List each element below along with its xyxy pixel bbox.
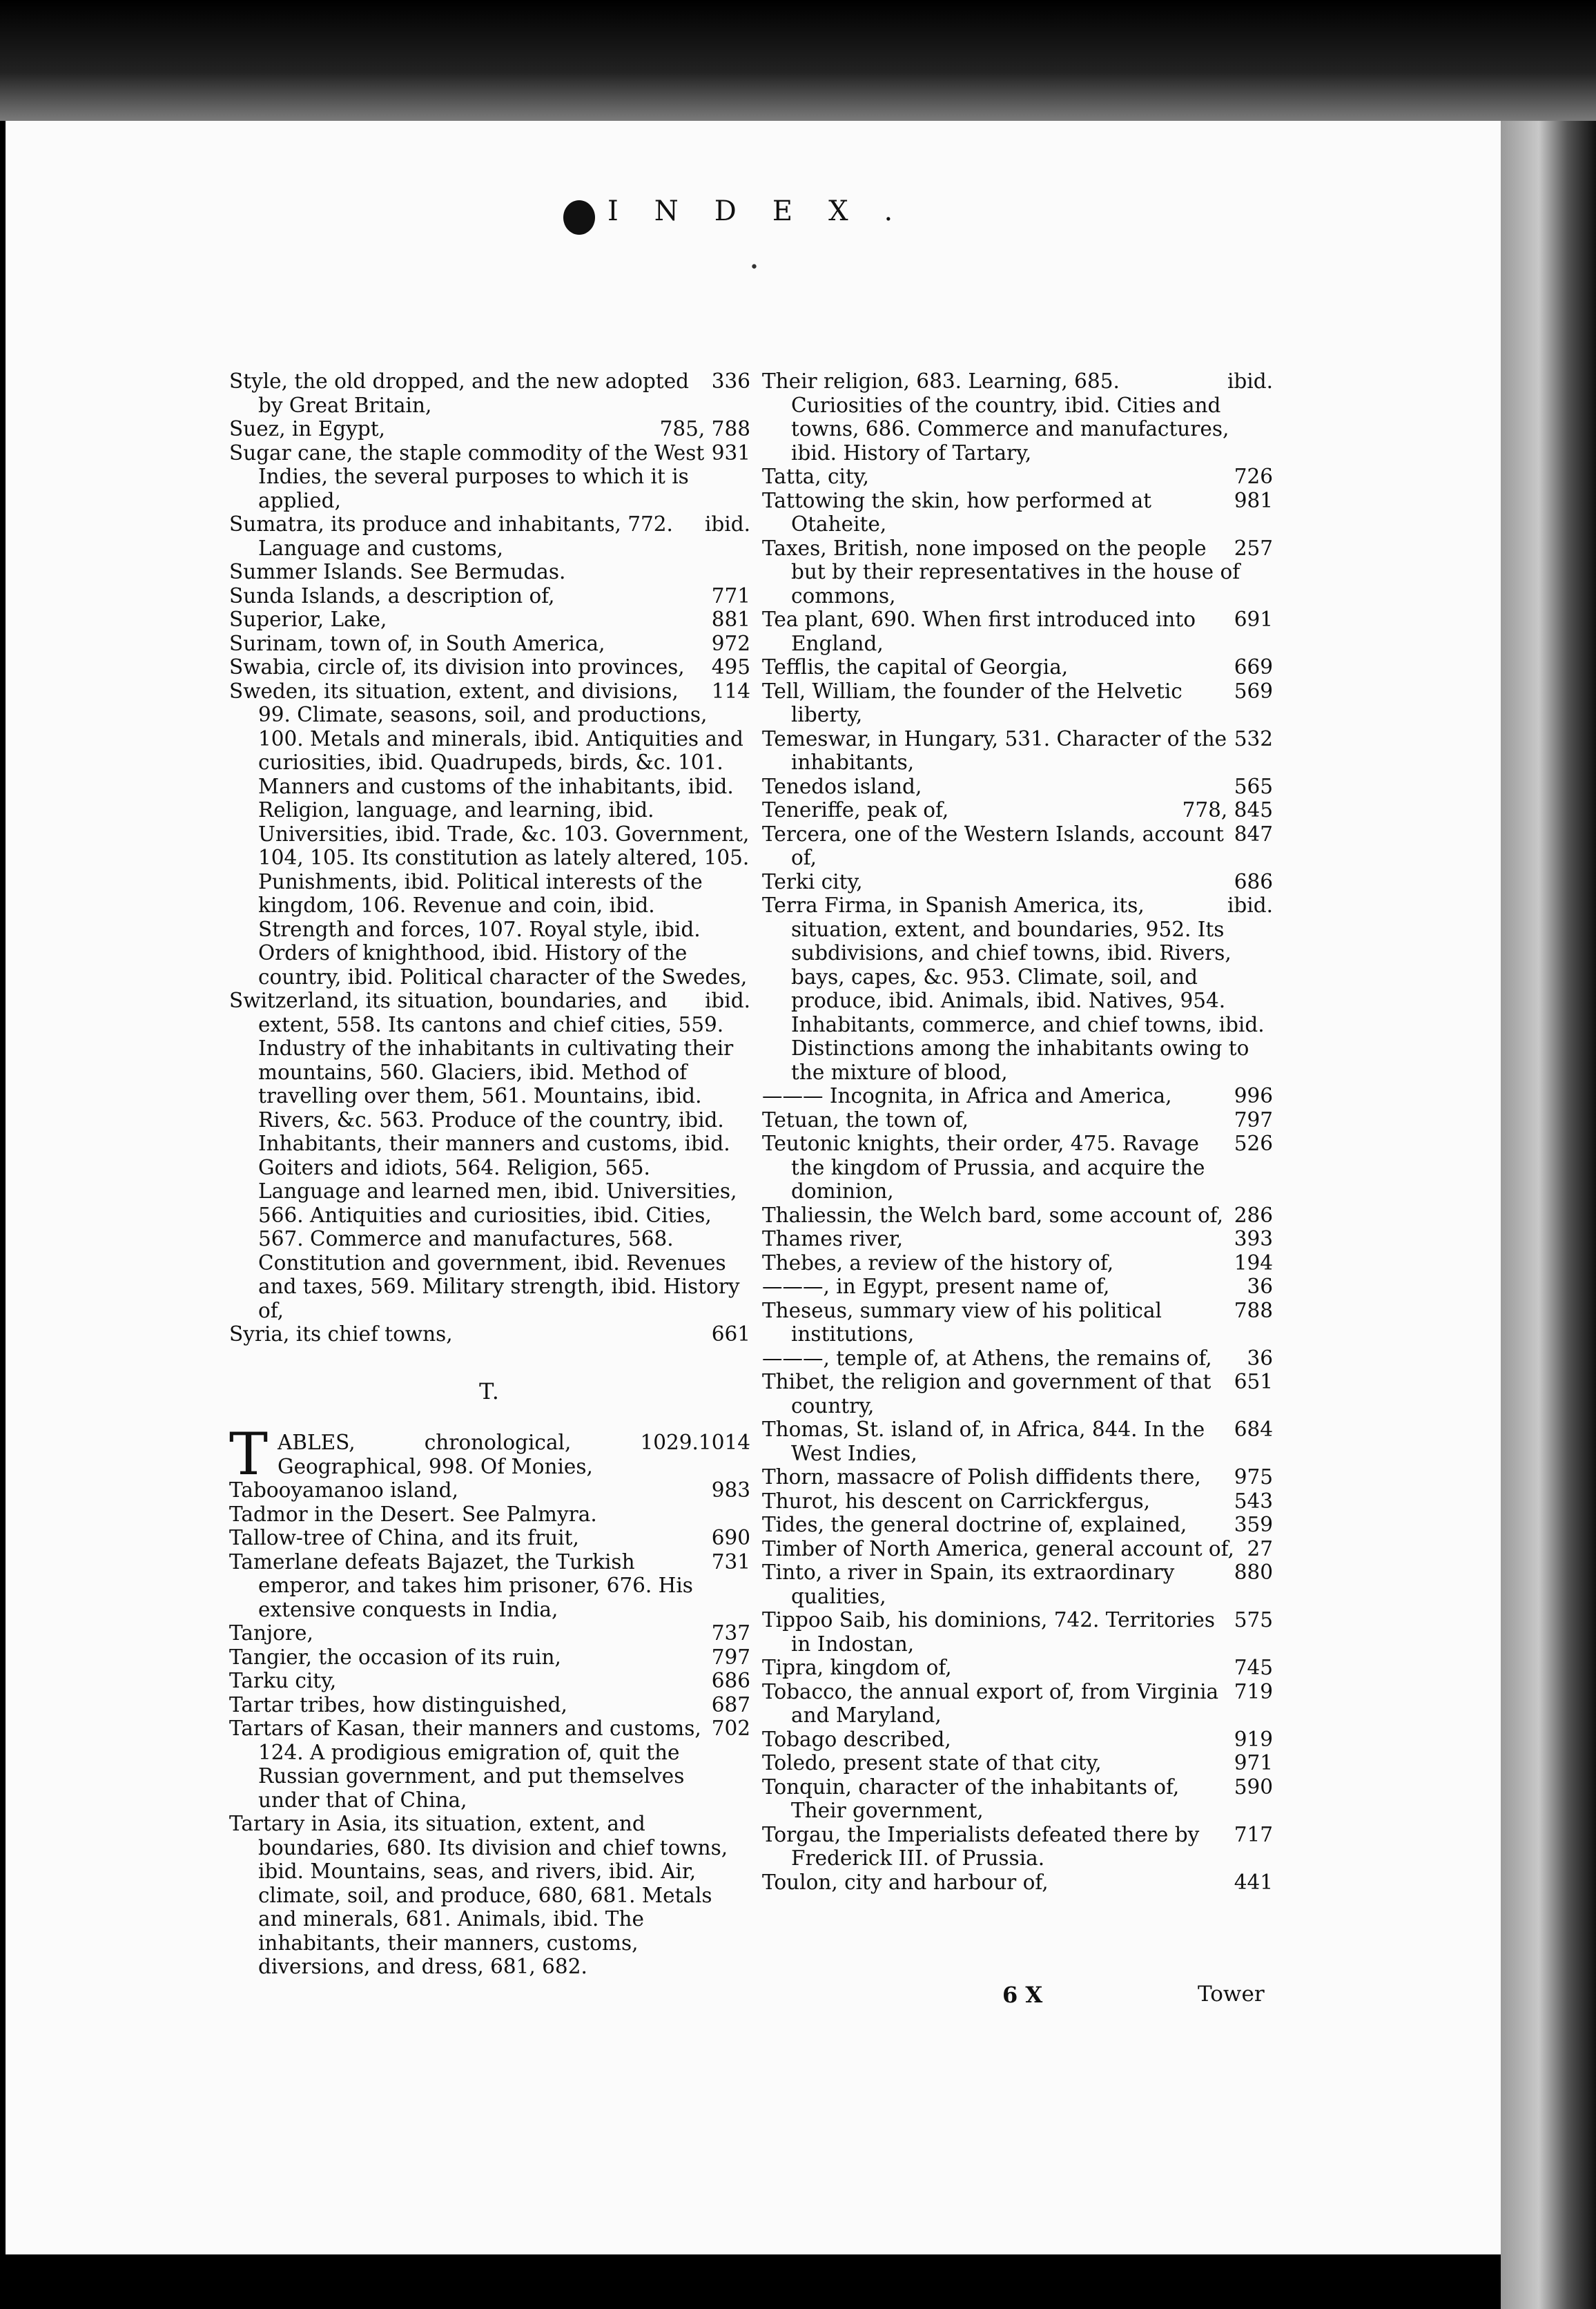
index-entry — [762, 489, 1273, 537]
entry-text: Style, the old dropped, and the new adopted by Great Britain, — [229, 369, 690, 417]
index-entry — [762, 1418, 1273, 1465]
entry-page: 686 — [1234, 869, 1273, 893]
entry-text: Surinam, town of, in South America, — [229, 631, 605, 655]
index-entry — [229, 417, 750, 441]
index-entry — [229, 1526, 750, 1550]
entry-page: ibid. — [704, 512, 750, 536]
index-entry — [229, 1812, 750, 1979]
index-entry — [229, 608, 750, 632]
page-title: INDEX. — [607, 195, 929, 227]
index-entry — [229, 369, 750, 417]
index-entry — [762, 1204, 1273, 1228]
entry-page: 983 — [711, 1478, 750, 1502]
entry-text: Sugar cane, the staple commodity of the West Indies, the several purposes to which it is applied, — [229, 441, 705, 512]
index-entry — [762, 1251, 1273, 1275]
entry-page: 785, 788 — [659, 417, 750, 441]
entry-page: 719 — [1234, 1679, 1273, 1703]
index-entry — [762, 655, 1273, 679]
index-entry — [762, 1751, 1273, 1775]
entry-text: Tartar tribes, how distinguished, — [229, 1692, 567, 1717]
entry-page: 788 — [1234, 1298, 1273, 1322]
s-entries — [229, 369, 750, 1346]
entry-page: 686 — [711, 1669, 750, 1692]
entry-page: 526 — [1234, 1132, 1273, 1155]
index-entry — [762, 1775, 1273, 1823]
entry-page: 880 — [1234, 1561, 1273, 1584]
index-entry — [229, 1550, 750, 1622]
index-entry — [762, 1132, 1273, 1204]
index-entry — [762, 1871, 1273, 1895]
entry-text: Superior, Lake, — [229, 608, 387, 631]
entry-text: Teneriffe, peak of, — [762, 798, 949, 822]
entry-page: 543 — [1234, 1489, 1273, 1513]
index-entry — [229, 1645, 750, 1670]
entry-page: 687 — [711, 1692, 750, 1717]
entry-page: 114 — [711, 679, 750, 703]
index-entry — [229, 1693, 750, 1717]
page-edge-shadow — [1501, 121, 1596, 2309]
entry-text: ———, in Egypt, present name of, — [762, 1275, 1110, 1298]
entry-text: Teutonic knights, their order, 475. Ravage the kingdom of Prussia, and acquire the dominion, — [762, 1132, 1205, 1203]
entry-page: 847 — [1234, 822, 1273, 846]
entry-text: Tell, William, the founder of the Helvetic liberty, — [762, 679, 1183, 726]
entry-page: 684 — [1234, 1418, 1273, 1441]
index-entry — [762, 608, 1273, 655]
index-entry — [229, 655, 750, 679]
right-column — [762, 369, 1273, 1894]
entry-text: Tetuan, the town of, — [762, 1108, 969, 1132]
entry-text: Tinto, a river in Spain, its extraordinary qualities, — [762, 1561, 1175, 1608]
entry-page: 971 — [1234, 1751, 1273, 1775]
entry-page: 441 — [1234, 1870, 1273, 1894]
index-entry — [762, 1489, 1273, 1514]
scan-top-border — [0, 0, 1596, 121]
entry-page: 737 — [711, 1621, 750, 1645]
entry-page: 569 — [1234, 679, 1273, 703]
entry-text: Tartars of Kasan, their manners and customs, 124. A prodigious emigration of, quit the Russian government, and put themselves under that of China, — [229, 1717, 701, 1812]
entry-text: Tallow-tree of China, and its fruit, — [229, 1526, 579, 1549]
index-entry — [762, 1084, 1273, 1108]
entry-text: Tercera, one of the Western Islands, account of, — [762, 822, 1224, 869]
entry-text: Taxes, British, none imposed on the people but by their representatives in the house of commons, — [762, 536, 1240, 608]
entry-text: Terki city, — [762, 869, 863, 893]
entry-page: 931 — [711, 441, 750, 465]
entry-text: Thebes, a review of the history of, — [762, 1250, 1114, 1275]
entry-text: Tarku city, — [229, 1669, 337, 1692]
entry-text: Tatta, city, — [762, 465, 869, 488]
entry-page: 393 — [1234, 1227, 1273, 1250]
dropcap-letter: T — [229, 1420, 269, 1488]
entry-text: Tenedos island, — [762, 774, 922, 798]
entry-text: ——— Incognita, in Africa and America, — [762, 1084, 1172, 1108]
entry-text: Toledo, present state of that city, — [762, 1751, 1102, 1775]
entry-page: 651 — [1234, 1370, 1273, 1393]
entry-page: 881 — [711, 608, 750, 631]
index-entry — [229, 441, 750, 513]
entry-text: Syria, its chief towns, — [229, 1322, 453, 1346]
section-letter-t: T. — [479, 1378, 500, 1404]
index-entry — [762, 1299, 1273, 1346]
entry-text: Tartary in Asia, its situation, extent, and boundaries, 680. Its division and chief towns, ibid. Mountains, seas, and rivers, ibid. Air, climate, soil, and produce, 680, 681. Metals and minerals, 681. Animals, ibid. The inhabitants, their manners, customs, diversions, and dress, 681, 682. — [229, 1812, 728, 1978]
entry-page: 661 — [711, 1322, 750, 1346]
index-entry — [762, 798, 1273, 822]
index-entry — [229, 1717, 750, 1812]
index-entry — [762, 465, 1273, 489]
index-entry — [762, 1656, 1273, 1680]
entry-text: Thibet, the religion and government of that country, — [762, 1370, 1211, 1418]
index-entry — [762, 893, 1273, 1084]
entry-page: 975 — [1234, 1465, 1273, 1489]
entry-page: ibid. — [704, 989, 750, 1012]
entry-text: Toulon, city and harbour of, — [762, 1870, 1049, 1894]
entry-text: Summer Islands. See Bermudas. — [229, 560, 566, 583]
entry-page: 257 — [1234, 536, 1273, 560]
catchword: Tower — [1198, 1982, 1265, 2007]
entry-page: 691 — [1234, 608, 1273, 631]
t-entries — [229, 1478, 750, 1979]
entry-text: Their religion, 683. Learning, 685. Curiosities of the country, ibid. Cities and towns, 686. Commerce and manufactures, ibid. History of Tartary, — [762, 369, 1229, 465]
entry-text: Tobago described, — [762, 1727, 951, 1751]
entry-page: 690 — [711, 1526, 750, 1549]
index-entry — [229, 989, 750, 1322]
index-entry — [762, 1275, 1273, 1299]
entry-page: 745 — [1234, 1656, 1273, 1679]
entry-page: 669 — [1234, 655, 1273, 679]
entry-page: ibid. — [1227, 893, 1273, 917]
index-entry — [762, 1346, 1273, 1371]
index-entry — [762, 1537, 1273, 1561]
entry-text: Suez, in Egypt, — [229, 417, 385, 441]
entry-text: Switzerland, its situation, boundaries, and extent, 558. Its cantons and chief cities, 559. Industry of the inhabitants in cultivating their mountains, 560. Glaciers, ibid. Method of travelling over them, 561. Mountains, ibid. Rivers, &c. 563. Produce of the country, ibid. Inhabitants, their manners and customs, ibid. Goiters and idiots, 564. Religion, 565. Language and learned men, ibid. Universities, 566. Antiquities and curiosities, ibid. Cities, 567. Commerce and manufactures, 568. Constitution and government, ibid. Revenues and taxes, 569. Military strength, ibid. History of, — [229, 989, 740, 1322]
index-entry — [229, 1621, 750, 1645]
entry-page: 532 — [1234, 726, 1273, 751]
index-entry — [229, 1503, 750, 1527]
entry-text: Thames river, — [762, 1227, 904, 1250]
entry-text: Tanjore, — [229, 1621, 313, 1645]
entry-page: 972 — [711, 631, 750, 655]
entry-page: 575 — [1234, 1608, 1273, 1632]
index-entry — [229, 1322, 750, 1346]
entry-page: 797 — [711, 1645, 750, 1669]
index-entry — [762, 369, 1273, 465]
index-entry — [762, 537, 1273, 608]
entry-text: Tangier, the occasion of its ruin, — [229, 1645, 561, 1669]
entry-text: Tobacco, the annual export of, from Virginia and Maryland, — [762, 1679, 1219, 1727]
index-entry — [762, 1728, 1273, 1752]
entry-text: Tefflis, the capital of Georgia, — [762, 655, 1069, 679]
index-entry — [762, 870, 1273, 894]
entry-page: 771 — [711, 583, 750, 608]
entry-text: Temeswar, in Hungary, 531. Character of the inhabitants, — [762, 726, 1227, 774]
page-speck: • — [750, 259, 759, 276]
entry-page: 27 — [1247, 1536, 1273, 1561]
entry-page: 731 — [711, 1549, 750, 1574]
index-entry — [229, 560, 750, 584]
entry-text: Thaliessin, the Welch bard, some account of, — [762, 1203, 1223, 1227]
entry-text: Tamerlane defeats Bajazet, the Turkish emperor, and takes him prisoner, 676. His extensive conquests in India, — [229, 1549, 693, 1621]
index-entry — [762, 679, 1273, 727]
entry-text: Tipra, kingdom of, — [762, 1656, 952, 1679]
entry-page: 717 — [1234, 1822, 1273, 1846]
index-entry — [762, 1513, 1273, 1537]
entry-text: Thomas, St. island of, in Africa, 844. In the West Indies, — [762, 1418, 1205, 1465]
entry-page: 996 — [1234, 1084, 1273, 1108]
entry-page: ibid. — [1227, 369, 1273, 393]
entry-text: Tides, the general doctrine of, explained, — [762, 1513, 1187, 1536]
index-entry — [762, 727, 1273, 775]
right-entries — [762, 369, 1273, 1894]
tables-entry — [229, 1420, 750, 1488]
ink-blot — [563, 200, 595, 235]
entry-text: Sunda Islands, a description of, — [229, 583, 555, 608]
entry-page: 702 — [711, 1717, 750, 1740]
index-entry — [762, 1370, 1273, 1418]
entry-text: Tattowing the skin, how performed at Otaheite, — [762, 488, 1152, 536]
index-entry — [762, 775, 1273, 799]
entry-text: Sweden, its situation, extent, and divisions, 99. Climate, seasons, soil, and productions, 100. Metals and minerals, ibid. Antiquities and curiosities, ibid. Quadrupeds, birds, &c. 101. Manners and customs of the inhabitants, ibid. Religion, language, and learning, ibid. Universities, ibid. Trade, &c. 103. Government, 104, 105. Its constitution as lately altered, 105. Punishments, ibid. Political interests of the kingdom, 106. Revenue and coin, ibid. Strength and forces, 107. Royal style, ibid. Orders of knighthood, ibid. History of the country, ibid. Political character of the Swedes, — [229, 679, 750, 989]
entry-page: 981 — [1234, 488, 1273, 512]
entry-text: ABLES, chronological, 1029. Geographical, 998. Of Monies, — [278, 1431, 699, 1478]
entry-text: Torgau, the Imperialists defeated there by Frederick III. of Prussia. — [762, 1822, 1200, 1870]
entry-text: Tea plant, 690. When first introduced into England, — [762, 608, 1196, 655]
entry-page: 36 — [1247, 1346, 1273, 1370]
entry-page: 495 — [711, 655, 750, 679]
entry-page: 797 — [1234, 1108, 1273, 1132]
entry-text: Thorn, massacre of Polish diffidents there, — [762, 1465, 1201, 1489]
entry-text: Sumatra, its produce and inhabitants, 772. Language and customs, — [229, 512, 673, 560]
index-entry — [229, 1478, 750, 1503]
entry-page: 336 — [711, 369, 750, 393]
index-entry — [762, 1608, 1273, 1656]
signature-mark: 6 X — [1002, 1982, 1043, 2008]
index-entry — [229, 632, 750, 656]
index-entry — [762, 1227, 1273, 1251]
index-entry — [762, 822, 1273, 870]
entry-page: 194 — [1234, 1250, 1273, 1275]
index-entry — [762, 1561, 1273, 1608]
index-entry — [762, 1465, 1273, 1489]
entry-text: Theseus, summary view of his political institutions, — [762, 1298, 1162, 1346]
entry-text: Thurot, his descent on Carrickfergus, — [762, 1489, 1150, 1513]
entry-page: 590 — [1234, 1775, 1273, 1799]
index-entry — [762, 1823, 1273, 1871]
entry-text: Terra Firma, in Spanish America, its, situation, extent, and boundaries, 952. Its subdivisions, and chief towns, ibid. Rivers, bays, capes, &c. 953. Climate, soil, and produce, ibid. Animals, ibid. Natives, 954. Inhabitants, commerce, and chief towns, ibid. Distinctions among the inhabitants owing to the mixture of blood, — [762, 893, 1265, 1084]
entry-page: 778, 845 — [1182, 798, 1273, 822]
index-entry — [762, 1108, 1273, 1132]
entry-text: Tabooyamanoo island, — [229, 1478, 458, 1502]
index-entry — [762, 1680, 1273, 1728]
entry-page: 919 — [1234, 1727, 1273, 1751]
entry-text: Tadmor in the Desert. See Palmyra. — [229, 1502, 597, 1526]
entry-page: 286 — [1234, 1203, 1273, 1227]
entry-page: 726 — [1234, 465, 1273, 488]
index-entry — [229, 679, 750, 989]
index-entry — [229, 512, 750, 560]
left-column — [229, 369, 750, 1979]
entry-text: Tippoo Saib, his dominions, 742. Territories in Indostan, — [762, 1608, 1216, 1656]
entry-page: 36 — [1247, 1275, 1273, 1298]
entry-text: Swabia, circle of, its division into provinces, — [229, 655, 685, 679]
entry-page: 1014 — [698, 1431, 750, 1454]
entry-text: ———, temple of, at Athens, the remains of, — [762, 1346, 1212, 1370]
index-entry — [229, 1669, 750, 1693]
entry-text: Tonquin, character of the inhabitants of, Their government, — [762, 1775, 1180, 1822]
entry-text: Timber of North America, general account of, — [762, 1536, 1234, 1561]
entry-page: 565 — [1234, 774, 1273, 798]
entry-page: 359 — [1234, 1513, 1273, 1536]
index-entry — [229, 584, 750, 608]
